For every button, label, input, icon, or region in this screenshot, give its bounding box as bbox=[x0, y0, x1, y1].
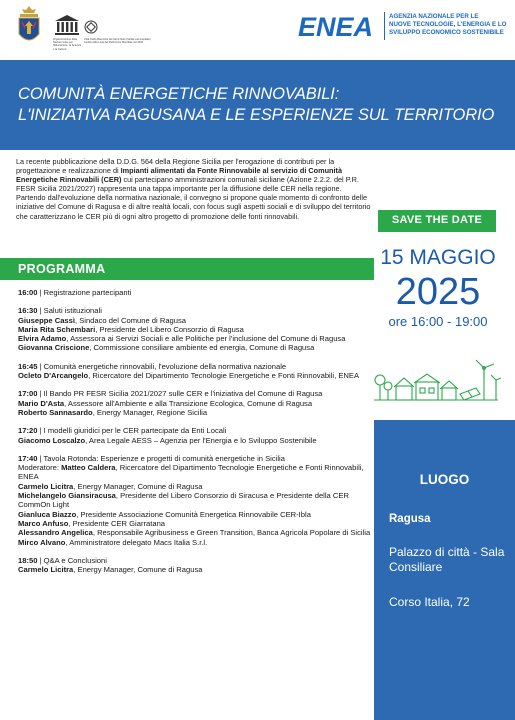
intro-text bbox=[16, 157, 371, 221]
location-city: Ragusa bbox=[389, 513, 431, 525]
header bbox=[0, 0, 515, 58]
title-line-1: COMUNITÀ ENERGETICHE RINNOVABILI: bbox=[18, 85, 340, 103]
agenda-slot bbox=[18, 454, 373, 547]
slot-time: 17:00 bbox=[18, 389, 38, 399]
location-venue: Palazzo di città - Sala Consiliare bbox=[389, 545, 505, 574]
speaker-role: , Ricercatore del Dipartimento Tecnologie Energetiche e Fonti Rinnovabili, ENEA bbox=[88, 371, 360, 381]
unesco-logo-icon bbox=[54, 14, 80, 36]
speaker-role: , Presidente Associazione Comunità Energetica Rinnovabile CER-Ibla bbox=[76, 509, 311, 519]
speaker-name: Giacomo Loscalzo bbox=[18, 435, 86, 445]
intro-paragraph-1 bbox=[16, 157, 371, 193]
location-address: Corso Italia, 72 bbox=[389, 595, 470, 609]
speaker-name: Matteo Caldera bbox=[61, 463, 116, 473]
speaker-name: Giuseppe Cassì bbox=[18, 315, 75, 325]
speaker-role: , Energy Manager, Comune di Ragusa bbox=[73, 565, 203, 575]
slot-title: | Il Bando PR FESR Sicilia 2021/2027 sulle CER e l'iniziativa del Comune di Ragusa bbox=[37, 389, 323, 399]
intro-paragraph-2: Partendo dall'evoluzione della normativa nazionale, il convegno si propone quale momento di confronto delle iniziative del Comune di Ragusa e di altre realtà locali, con focus sugli aspetti sociali e di sviluppo del territorio che caratterizzano le CER più di ogni altro progetto di promozione delle fonti rinnovabili. bbox=[16, 193, 371, 221]
moderator-prefix: Moderatore: bbox=[18, 463, 62, 473]
speaker-role: , Presidente del Libero Consorzio di Ragusa bbox=[95, 324, 244, 334]
speaker-role: , Presidente CER Giarratana bbox=[68, 518, 166, 528]
speaker-name: Carmelo Licitra bbox=[18, 481, 74, 491]
enea-agency-line: NUOVE TECNOLOGIE, L'ENERGIA E LO bbox=[389, 21, 507, 28]
event-time: ore 16:00 - 19:00 bbox=[388, 314, 488, 329]
speaker-role: , Presidente del Libero Consorzio di Siracusa e Presidente della CER CommOn Light bbox=[18, 491, 349, 510]
speaker-role: , Commissione consiliare ambiente ed energia, Comune di Ragusa bbox=[89, 343, 315, 353]
speaker-role: , Responsabile Agribusiness e Green Transition, Banca Agricola Popolare di Sicilia bbox=[92, 528, 371, 538]
programma-heading: PROGRAMMA bbox=[18, 262, 106, 276]
speaker-role: , Energy Manager, Comune di Ragusa bbox=[73, 481, 203, 491]
speaker-role: , Assessore all'Ambiente e alla Transizione Ecologica, Comune di Ragusa bbox=[64, 398, 313, 408]
speaker-name: Mirco Alvano bbox=[18, 537, 66, 547]
slot-time: 16:00 bbox=[18, 288, 38, 297]
agenda-slot bbox=[18, 426, 373, 445]
enea-agency-line: AGENZIA NAZIONALE PER LE bbox=[389, 13, 479, 20]
agenda-slot bbox=[18, 362, 373, 381]
speaker-name: Elvira Adamo bbox=[18, 334, 67, 344]
speaker-role: , Area Legale AESS – Agenzia per l'Energia e lo Sviluppo Sostenibile bbox=[85, 435, 317, 445]
speaker-role: , Sindaco del Comune di Ragusa bbox=[74, 315, 187, 325]
slot-time: 16:45 bbox=[18, 361, 38, 371]
event-date: 15 MAGGIO bbox=[380, 246, 496, 269]
enea-agency-name bbox=[389, 13, 509, 37]
speaker-name: Mario D'Asta bbox=[18, 398, 65, 408]
speaker-role: , Amministratore delegato Macs Italia S.r.l. bbox=[65, 537, 208, 547]
event-year: 2025 bbox=[395, 271, 481, 313]
intro-highlight: Impianti alimentati da Fonte Rinnovabile al servizio di Comunità Energetiche Rinnovabili (CER) bbox=[16, 166, 343, 185]
speaker-name: Carmelo Licitra bbox=[18, 565, 74, 575]
slot-title: | Comunità energetiche rinnovabili, l'evoluzione della normativa nazionale bbox=[37, 361, 287, 371]
speaker-role: , Ricercatore del Dipartimento Tecnologie Energetiche e Fonti Rinnovabili, ENEA bbox=[18, 463, 364, 482]
enea-logo-icon bbox=[298, 12, 380, 40]
speaker-role: , Energy Manager, Regione Sicilia bbox=[92, 407, 208, 417]
speaker-name: Roberto Sannasardo bbox=[18, 407, 93, 417]
unesco-caption: Organizzazione delle Nazioni Unite per l'Educazione, la Scienza e la Cultura bbox=[53, 38, 82, 51]
slot-time: 17:20 bbox=[18, 426, 38, 436]
enea-logo-text: ENEA bbox=[298, 12, 374, 40]
agenda-slot bbox=[18, 556, 373, 575]
enea-agency-line: SVILUPPO ECONOMICO SOSTENIBILE bbox=[389, 29, 504, 36]
speaker-name: Alessandro Angelica bbox=[18, 528, 93, 538]
speaker-name: Maria Rita Schembari bbox=[18, 324, 96, 334]
ragusa-crest-icon bbox=[16, 4, 42, 48]
world-heritage-icon bbox=[84, 20, 98, 34]
speaker-name: Gianluca Biazzo bbox=[18, 509, 77, 519]
page-title bbox=[18, 84, 508, 126]
intro-text-span: cui partecipano amministrazioni comunali siciliane (Azione 2.2.2. del P.R. FESR Sicilia 2021/2027) rappresenta una tappa importante per la diffusione delle CER nella regione. bbox=[16, 175, 359, 194]
slot-time: 16:30 bbox=[18, 306, 38, 316]
slot-title: | Registrazione partecipanti bbox=[37, 288, 132, 297]
site-caption: Città Tardo Barocche del Val di Noto (Sicilia sud-orientale) iscritta nella Lista del Patrimonio Mondiale nel 2002 bbox=[84, 38, 151, 45]
slot-title: | Tavola Rotonda: Esperienze e progetti di comunità energetiche in Sicilia bbox=[37, 453, 285, 463]
speaker-name: Marco Anfuso bbox=[18, 518, 69, 528]
save-the-date-label: SAVE THE DATE bbox=[391, 214, 483, 226]
intro-text-span: La recente pubblicazione della D.D.G. 564 della Regione Sicilia per l'erogazione di contributi per la progettazione e realizzazione di bbox=[16, 157, 335, 176]
agenda-slot bbox=[18, 288, 373, 297]
agenda-slot bbox=[18, 306, 373, 352]
slot-title: | I modelli giuridici per le CER partecipate da Enti Locali bbox=[37, 426, 227, 436]
speaker-name: Michelangelo Giansiracusa bbox=[18, 491, 116, 501]
title-line-2: L'INIZIATIVA RAGUSANA E LE ESPERIENZE SUL TERRITORIO bbox=[18, 106, 495, 124]
renewable-energy-illustration-icon bbox=[372, 348, 502, 408]
speaker-name: Ocleto D'Arcangelo bbox=[18, 371, 89, 381]
slot-title: | Saluti istituzionali bbox=[37, 306, 102, 316]
speaker-role: , Assessora ai Servizi Sociali e alle Politiche per l'inclusione del Comune di Ragusa bbox=[66, 334, 346, 344]
agenda bbox=[18, 288, 373, 583]
slot-time: 17:40 bbox=[18, 453, 38, 463]
slot-time: 18:50 bbox=[18, 555, 38, 565]
speaker-name: Giovanna Criscione bbox=[18, 343, 90, 353]
agenda-slot bbox=[18, 389, 373, 417]
location-heading: LUOGO bbox=[419, 472, 470, 487]
slot-title: | Q&A e Conclusioni bbox=[37, 555, 107, 565]
enea-divider bbox=[384, 12, 385, 40]
